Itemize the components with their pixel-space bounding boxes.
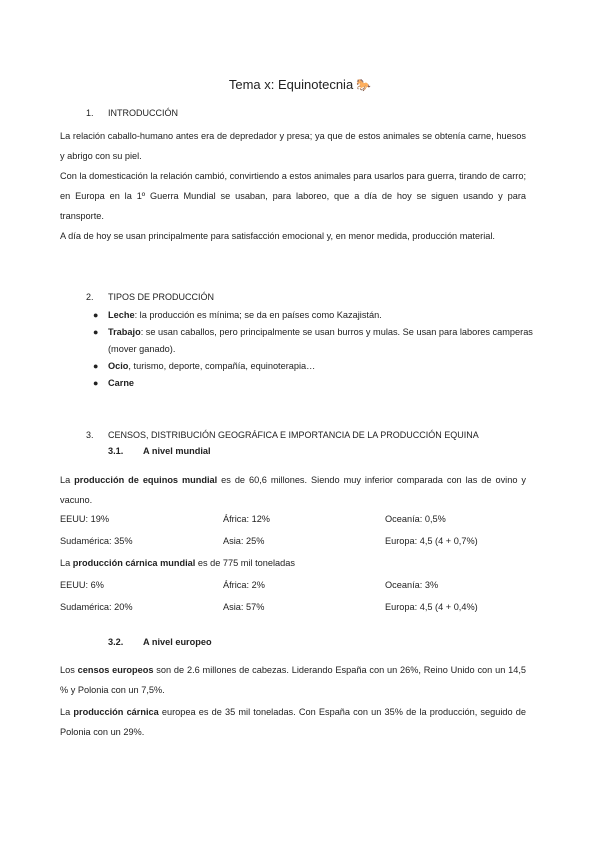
bullet-icon: ●	[93, 378, 99, 388]
list-item: ● Carne	[93, 375, 533, 392]
subsection-3-2-heading: 3.2. A nivel europeo	[108, 637, 212, 647]
world-meat-paragraph: La producción cárnica mundial es de 775 mil toneladas	[60, 558, 295, 568]
section-3-heading: 3. CENSOS, DISTRIBUCIÓN GEOGRÁFICA E IMPORTANCIA DE LA PRODUCCIÓN EQUINA	[86, 430, 479, 440]
bullet-icon: ●	[93, 361, 99, 371]
census-row: EEUU: 19% África: 12% Oceanía: 0,5%	[60, 514, 446, 524]
title-text: Tema x: Equinotecnia	[228, 77, 354, 92]
bullet-icon: ●	[93, 327, 99, 337]
intro-paragraph-1: La relación caballo-humano antes era de depredador y presa; ya que de estos animales se obtenía carne, huesos y abrigo con su piel.	[60, 131, 526, 161]
subsection-3-1-heading: 3.1. A nivel mundial	[108, 446, 211, 456]
intro-paragraph-2: Con la domesticación la relación cambió, convirtiendo a estos animales para usarlos para guerra, tirando de carro; en Europa en la 1º Guerra Mundial se usaban, para laboreo, que a día de hoy se siguen usando y para transporte.	[60, 171, 526, 221]
bullet-icon: ●	[93, 310, 99, 320]
list-item: ● Leche: la producción es mínima; se da en países como Kazajistán.	[93, 307, 533, 324]
world-production-paragraph: La producción de equinos mundial es de 60,6 millones. Siendo muy inferior comparada con las de ovino y vacuno.	[60, 475, 526, 505]
production-types-list	[93, 307, 533, 392]
list-item: ● Trabajo: se usan caballos, pero principalmente se usan burros y mulas. Se usan para labores camperas (mover ganado).	[93, 324, 533, 358]
horse-icon: 🐎	[356, 78, 372, 92]
section-1-heading: 1. INTRODUCCIÓN	[86, 108, 178, 118]
meat-row: EEUU: 6% África: 2% Oceanía: 3%	[60, 580, 439, 590]
europe-census-paragraph: Los censos europeos son de 2.6 millones de cabezas. Liderando España con un 26%, Reino Unido con un 14,5 % y Polonia con un 7,5%.	[60, 665, 526, 695]
list-item: ● Ocio, turismo, deporte, compañía, equinoterapia…	[93, 358, 533, 375]
meat-row: Sudamérica: 20% Asia: 57% Europa: 4,5 (4 + 0,4%)	[60, 602, 478, 612]
section-2-heading: 2. TIPOS DE PRODUCCIÓN	[86, 292, 215, 302]
document-title	[0, 77, 600, 92]
europe-meat-paragraph: La producción cárnica europea es de 35 mil toneladas. Con España con un 35% de la producción, seguido de Polonia con un 29%.	[60, 707, 526, 737]
intro-paragraph-3: A día de hoy se usan principalmente para satisfacción emocional y, en menor medida, producción material.	[60, 231, 495, 241]
census-row: Sudamérica: 35% Asia: 25% Europa: 4,5 (4 + 0,7%)	[60, 536, 478, 546]
